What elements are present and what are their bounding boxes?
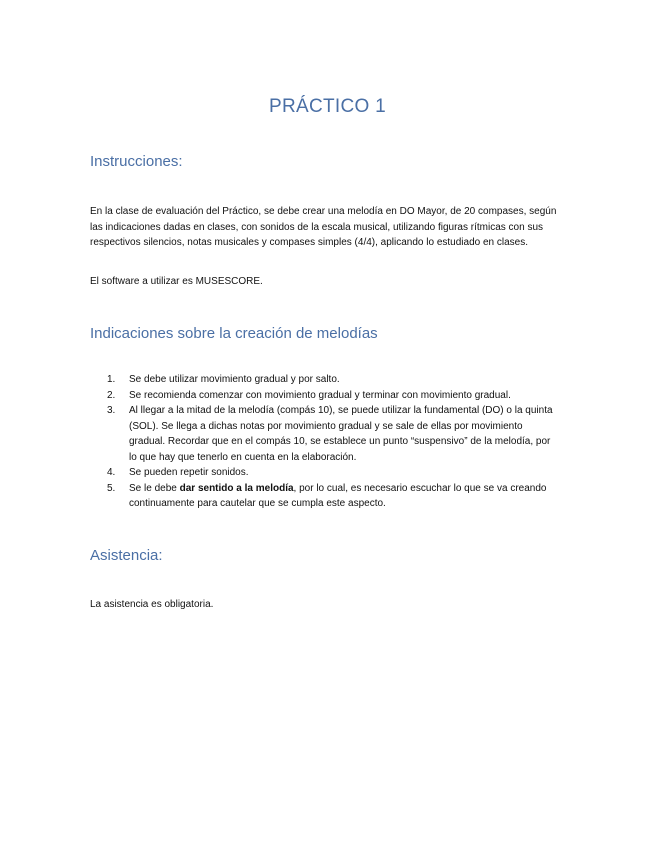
list-item-emphasis: dar sentido a la melodía <box>179 482 294 494</box>
list-item <box>107 481 559 512</box>
list-item-text: Al llegar a la mitad de la melodía (compás 10), se puede utilizar la fundamental (DO) o la quinta (SOL). Se llega a dichas notas por movimiento gradual y se sale de ellas por movimiento gradual. Recordar que en el compás 10, se establece un punto “suspensivo” de la melodía, por lo que hay que tenerlo en cuenta en la elaboración. <box>129 405 553 463</box>
list-item-number: 4. <box>107 467 116 478</box>
list-item-text <box>129 483 546 510</box>
attendance-heading: Asistencia: <box>90 547 163 564</box>
list-item-text: Se recomienda comenzar con movimiento gradual y terminar con movimiento gradual. <box>129 389 511 401</box>
list-item-text-end: , por lo cual, es necesario escuchar lo que se va creando continuamente para cautelar que se cumpla este aspecto. <box>129 482 547 509</box>
list-item <box>107 465 559 481</box>
list-item <box>107 403 559 465</box>
list-item-number: 5. <box>107 482 116 494</box>
attendance-paragraph: La asistencia es obligatoria. <box>90 599 214 610</box>
indications-heading: Indicaciones sobre la creación de melodías <box>90 325 378 342</box>
indications-list <box>107 372 559 512</box>
list-item <box>107 372 559 388</box>
list-item-number: 3. <box>107 405 116 416</box>
list-item-number: 2. <box>107 389 116 401</box>
list-item-text: Se debe utilizar movimiento gradual y por salto. <box>129 374 340 385</box>
document-title: PRÁCTICO 1 <box>268 96 387 117</box>
list-item-number: 1. <box>107 374 116 385</box>
software-paragraph: El software a utilizar es MUSESCORE. <box>90 276 263 287</box>
instructions-paragraph: En la clase de evaluación del Práctico, se debe crear una melodía en DO Mayor, de 20 compases, según las indicaciones dadas en clases, con sonidos de la escala musical, utilizando figuras rítmicas con sus respectivos silencios, notas musicales y compases simples (4/4), aplicando lo estudiado en clases. <box>90 206 557 248</box>
list-item-text: Se pueden repetir sonidos. <box>129 467 249 478</box>
instructions-heading: Instrucciones: <box>90 153 183 170</box>
list-item <box>107 388 559 404</box>
list-item-text-start: Se le debe <box>129 482 180 494</box>
